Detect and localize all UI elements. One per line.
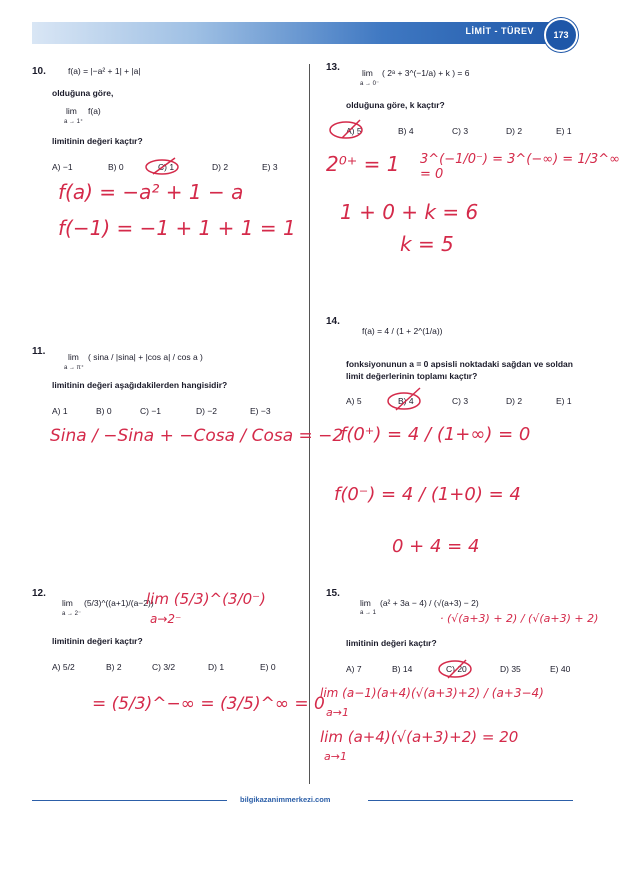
q10-given: olduğuna göre, [52, 88, 114, 98]
q13-handwriting-1: 2⁰⁺ = 1 [326, 152, 400, 176]
q15-handwriting-2: lim (a−1)(a+4)(√(a+3)+2) / (a+3−4) [320, 686, 544, 700]
q13-option-b[interactable]: B) 4 [398, 126, 414, 136]
q12-lim: lim [62, 598, 73, 608]
q13-lim: lim [362, 68, 373, 78]
q11-option-d[interactable]: D) −2 [196, 406, 218, 416]
q11-handwriting: Sina / −Sina + −Cosa / Cosa = −2 [50, 426, 344, 446]
q11-option-a[interactable]: A) 1 [52, 406, 68, 416]
q10-fn: f(a) [88, 106, 101, 116]
q13-option-a[interactable]: A) 5 [346, 126, 362, 136]
q12-option-c[interactable]: C) 3/2 [152, 662, 176, 672]
q11-option-c[interactable]: C) −1 [140, 406, 162, 416]
q15-option-c[interactable]: C) 20 [446, 664, 467, 674]
q11-lim: lim [68, 352, 79, 362]
q12-option-b[interactable]: B) 2 [106, 662, 122, 672]
q10-option-a[interactable]: A) −1 [52, 162, 73, 172]
footer-site[interactable]: bilgikazanimmerkezi.com [240, 795, 331, 804]
page-number: 173 [544, 18, 578, 52]
q10-option-c[interactable]: C) 1 [158, 162, 175, 172]
q15-ask: limitinin değeri kaçtır? [346, 638, 437, 648]
q12-option-a[interactable]: A) 5/2 [52, 662, 75, 672]
q11-option-e[interactable]: E) −3 [250, 406, 271, 416]
q15-lim-sub: a → 1 [360, 610, 377, 616]
q13-answer-circle [330, 122, 362, 138]
q15-option-e[interactable]: E) 40 [550, 664, 571, 674]
q15-handwriting-1: · (√(a+3) + 2) / (√(a+3) + 2) [440, 612, 599, 625]
q13-handwriting-4: k = 5 [400, 232, 454, 256]
q12-option-d[interactable]: D) 1 [208, 662, 225, 672]
q14-number: 14. [326, 316, 340, 327]
q15-option-a[interactable]: A) 7 [346, 664, 362, 674]
q10-function: f(a) = |−a² + 1| + |a| [68, 66, 141, 76]
q11-number: 11. [32, 346, 46, 357]
q13-option-c[interactable]: C) 3 [452, 126, 469, 136]
q15-handwriting-4: lim (a+4)(√(a+3)+2) = 20 [320, 728, 519, 746]
q15-expression: (a² + 3a − 4) / (√(a+3) − 2) [380, 598, 479, 608]
q12-handwriting-2: a→2⁻ [150, 612, 182, 626]
q14-handwriting-3: 0 + 4 = 4 [392, 536, 480, 557]
q10-number: 10. [32, 66, 46, 77]
q15-answer-circle [439, 661, 471, 677]
q12-handwriting-3: = (5/3)^−∞ = (3/5)^∞ = 0 [92, 694, 325, 714]
q10-handwriting-1: f(a) = −a² + 1 − a [58, 180, 244, 204]
q13-handwriting-2: 3^(−1/0⁻) = 3^(−∞) = 1/3^∞ = 0 [420, 152, 620, 182]
q13-option-e[interactable]: E) 1 [556, 126, 572, 136]
q14-handwriting-2: f(0⁻) = 4 / (1+0) = 4 [334, 484, 521, 505]
q10-option-e[interactable]: E) 3 [262, 162, 278, 172]
q10-option-b[interactable]: B) 0 [108, 162, 124, 172]
q15-lim: lim [360, 598, 371, 608]
q13-number: 13. [326, 62, 340, 73]
q11-ask: limitinin değeri aşağıdakilerden hangisidir? [52, 380, 228, 390]
footer-rule-right [368, 800, 573, 801]
footer-rule-left [32, 800, 227, 801]
q10-handwriting-2: f(−1) = −1 + 1 + 1 = 1 [58, 216, 296, 240]
q13-handwriting-3: 1 + 0 + k = 6 [340, 200, 479, 224]
q15-option-b[interactable]: B) 14 [392, 664, 413, 674]
q12-option-e[interactable]: E) 0 [260, 662, 276, 672]
q14-function: f(a) = 4 / (1 + 2^(1/a)) [362, 326, 443, 336]
q10-option-d[interactable]: D) 2 [212, 162, 229, 172]
q14-answer-circle [388, 393, 420, 409]
q14-ask: fonksiyonunun a = 0 apsisli noktadaki sağdan ve soldan limit değerlerinin toplamı kaçtır? [346, 359, 573, 381]
q10-lim: lim [66, 106, 77, 116]
q15-handwriting-3: a→1 [326, 706, 349, 719]
q14-option-d[interactable]: D) 2 [506, 396, 523, 406]
q14-handwriting-1: f(0⁺) = 4 / (1+∞) = 0 [340, 424, 531, 445]
q12-handwriting-1: lim (5/3)^(3/0⁻) [146, 590, 266, 608]
q11-expression: ( sina / |sina| + |cos a| / cos a ) [88, 352, 203, 362]
q14-option-c[interactable]: C) 3 [452, 396, 469, 406]
q15-handwriting-5: a→1 [324, 750, 347, 763]
q12-expression: (5/3)^((a+1)/(a−2)) [84, 598, 154, 608]
q11-option-b[interactable]: B) 0 [96, 406, 112, 416]
q14-option-b[interactable]: B) 4 [398, 396, 414, 406]
q12-lim-sub: a → 2⁻ [62, 611, 82, 617]
q13-ask: olduğuna göre, k kaçtır? [346, 100, 445, 110]
header-title: LİMİT - TÜREV [465, 26, 534, 36]
q14-option-e[interactable]: E) 1 [556, 396, 572, 406]
q15-option-d[interactable]: D) 35 [500, 664, 521, 674]
q15-number: 15. [326, 588, 340, 599]
q14-option-a[interactable]: A) 5 [346, 396, 362, 406]
q10-ask: limitinin değeri kaçtır? [52, 136, 143, 146]
q10-lim-sub: a → 1⁺ [64, 119, 84, 125]
q12-ask: limitinin değeri kaçtır? [52, 636, 143, 646]
q11-lim-sub: a → π⁺ [64, 365, 84, 371]
q13-expression: ( 2ᵃ + 3^(−1/a) + k ) = 6 [382, 68, 470, 78]
q13-option-d[interactable]: D) 2 [506, 126, 523, 136]
q12-number: 12. [32, 588, 46, 599]
q13-lim-sub: a → 0⁻ [360, 81, 380, 87]
